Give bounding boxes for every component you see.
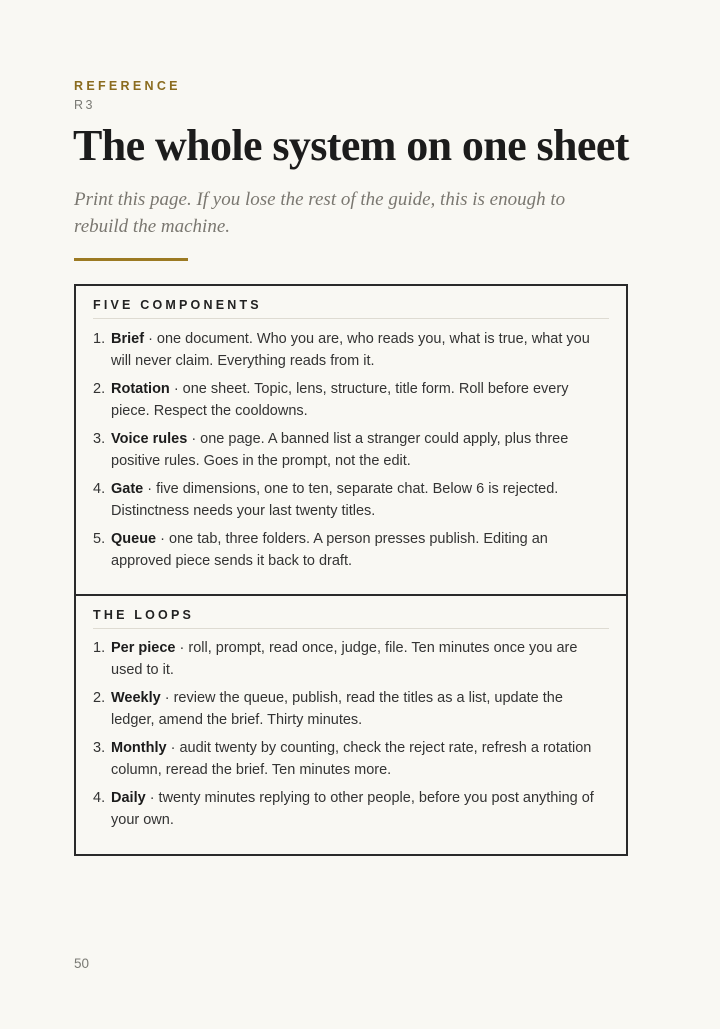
item-text: · roll, prompt, read once, judge, file. Ten minutes once you are used to it. [111, 640, 578, 678]
item-term: Monthly [111, 740, 167, 756]
page-subtitle: Print this page. If you lose the rest of the guide, this is enough to rebuild the machine. [74, 189, 566, 237]
list-item [93, 429, 609, 472]
item-term: Daily [111, 790, 146, 806]
components-list [93, 329, 609, 572]
item-term: Gate [111, 481, 144, 497]
item-term: Weekly [111, 690, 161, 706]
loops-list [93, 638, 609, 831]
list-item [93, 329, 609, 372]
item-term: Per piece [111, 640, 176, 656]
item-text: · one tab, three folders. A person presses publish. Editing an approved piece sends it back to draft. [111, 531, 548, 569]
page-title: The whole system on one sheet [73, 121, 629, 170]
item-number: 3. [93, 431, 106, 447]
list-item [93, 379, 609, 422]
the-loops-heading: THE LOOPS [93, 608, 609, 629]
page-number: 50 [74, 956, 90, 971]
list-item [93, 738, 609, 781]
item-term: Voice rules [111, 431, 188, 447]
section-code: R3 [74, 98, 95, 112]
accent-rule [74, 258, 188, 261]
item-number: 5. [93, 531, 106, 547]
item-text: · review the queue, publish, read the titles as a list, update the ledger, amend the brief. Thirty minutes. [111, 690, 563, 728]
five-components-box [74, 284, 628, 596]
item-number: 2. [93, 690, 106, 706]
item-number: 3. [93, 740, 106, 756]
list-item [93, 688, 609, 731]
section-eyebrow: REFERENCE [74, 79, 181, 93]
five-components-heading: FIVE COMPONENTS [93, 298, 609, 319]
item-text: · one page. A banned list a stranger could apply, plus three positive rules. Goes in the prompt, not the edit. [111, 431, 569, 469]
item-text: · twenty minutes replying to other people, before you post anything of your own. [111, 790, 594, 828]
item-number: 4. [93, 790, 106, 806]
list-item [93, 479, 609, 522]
item-term: Brief [111, 331, 145, 347]
list-item [93, 638, 609, 681]
item-term: Rotation [111, 381, 170, 397]
list-item [93, 788, 609, 831]
the-loops-box [74, 594, 628, 856]
list-item [93, 529, 609, 572]
item-text: · one sheet. Topic, lens, structure, title form. Roll before every piece. Respect the cooldowns. [111, 381, 569, 419]
item-text: · audit twenty by counting, check the reject rate, refresh a rotation column, reread the brief. Ten minutes more. [111, 740, 592, 778]
item-term: Queue [111, 531, 157, 547]
item-number: 1. [93, 331, 106, 347]
item-number: 4. [93, 481, 106, 497]
item-text: · one document. Who you are, who reads you, what is true, what you will never claim. Everything reads from it. [111, 331, 590, 369]
item-number: 1. [93, 640, 106, 656]
item-number: 2. [93, 381, 106, 397]
item-text: · five dimensions, one to ten, separate chat. Below 6 is rejected. Distinctness needs your last twenty titles. [111, 481, 559, 519]
